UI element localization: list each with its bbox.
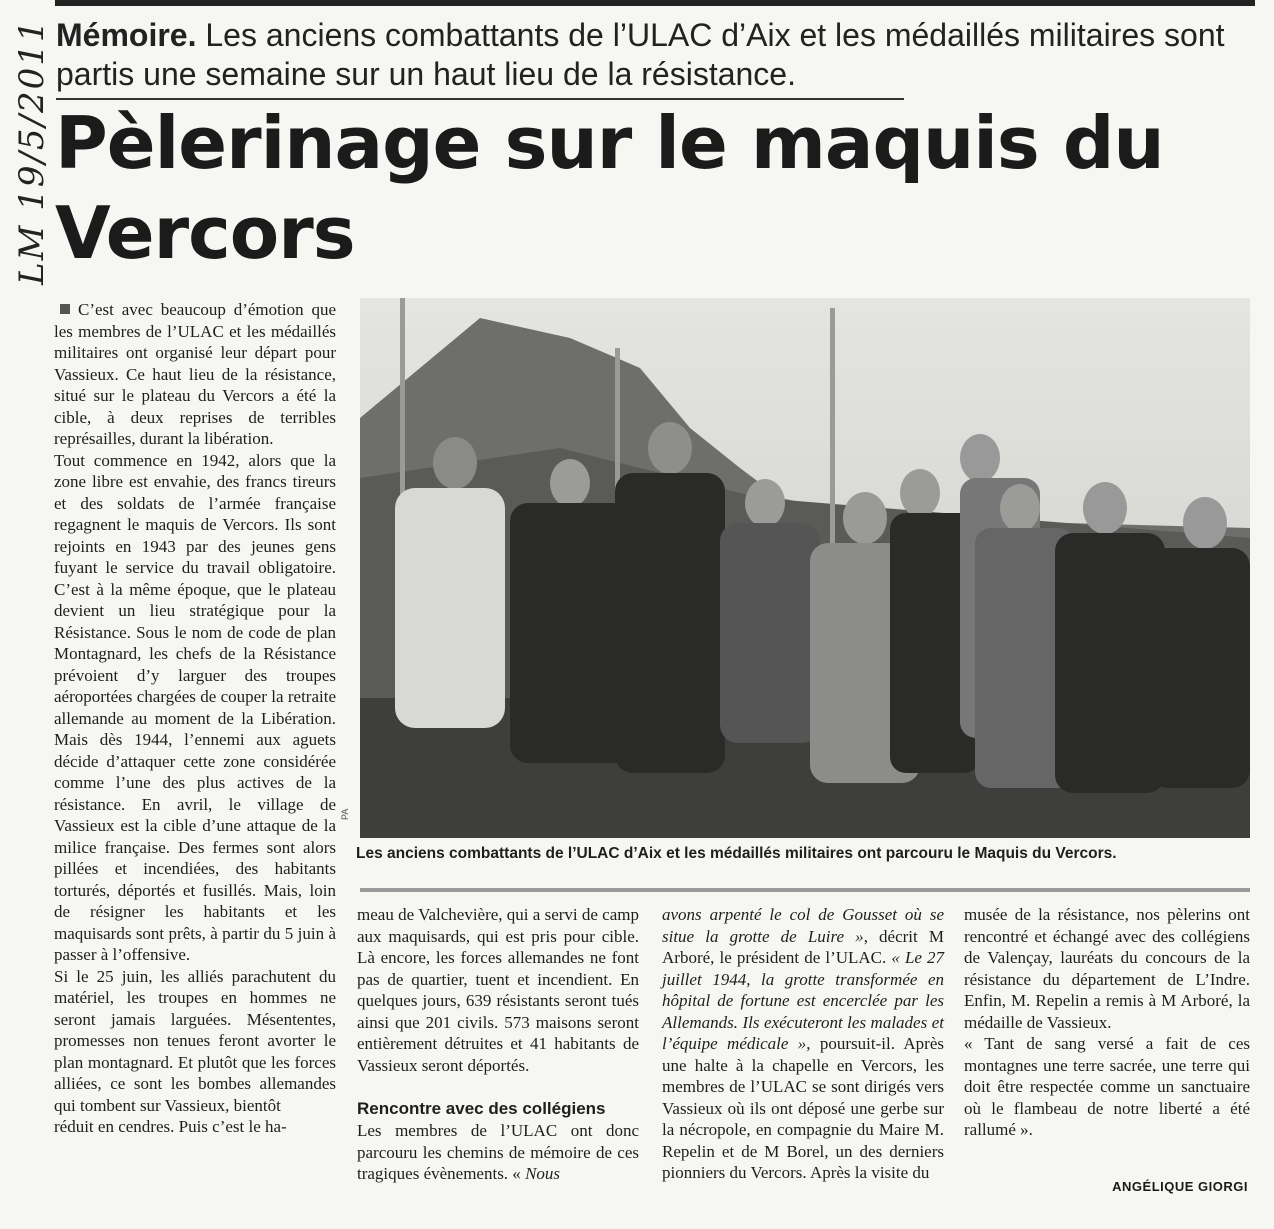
paragraph: meau de Valchevière, qui a servi de camp aux maquisards, qui est pris pour cible. Là encore, les forces allemandes ne font pas de quartier, tuent et incendient. En quelques jours, 639 résistants seront tués ainsi que 201 civils. 573 maisons seront entièrement détruites et 41 habitants de Vassieux seront déportés.: [357, 905, 639, 1075]
article-column-2: [357, 904, 639, 1185]
handwritten-date-note: LM 19/5/2011: [12, 18, 52, 285]
byline: ANGÉLIQUE GIORGI: [1112, 1179, 1248, 1194]
section-rule: [360, 888, 1250, 892]
top-rule: [55, 0, 1255, 6]
subheading: Rencontre avec des collégiens: [357, 1099, 606, 1118]
headline: Pèlerinage sur le maquis du Vercors: [55, 101, 1164, 275]
group-photo-illustration: [360, 298, 1250, 838]
paragraph: Tout commence en 1942, alors que la zone libre est envahie, des francs tireurs et des soldats de l’armée française regagnent le maquis de Vercors. Ils sont rejoints en 1943 par des jeunes gens fuyant le service du travail obligatoire. C’est à la même époque, que le plateau devient un lieu stratégique pour la Résistance. Sous le nom de code de plan Montagnard, les chefs de la Résistance prévoient d’y larguer des troupes aéroportées chargées de couper la retraite allemande au moment de la Libération. Mais dès 1944, l’ennemi aux aguets décide d’attaquer cette zone considérée comme l’une des plus actives de la résistance. En avril, le village de Vassieux est la cible d’une attaque de la milice française. Des fermes sont alors pillées et incendiées, des habitants torturés, déportés et fusillés. Mais, loin de résigner les habitants et les maquisards sont prêts, à partir du 5 juin à passer à l’offensive.: [54, 450, 336, 964]
paragraph: Si le 25 juin, les alliés parachutent du matériel, les troupes en hommes ne seront jamais larguées. Mésententes, promesses non tenues feront avorter le plan montagnard. Et plutôt que les forces alliées, ce sont les bombes allemandes qui tombent sur Vassieux, bientôt: [54, 966, 336, 1115]
article-column-3: [662, 904, 944, 1184]
photo-credit: PA: [340, 808, 350, 820]
kicker: [56, 16, 1246, 94]
paragraph: avons arpenté le col de Gousset où se situe la grotte de Luire », décrit M Arboré, le président de l’ULAC. « Le 27 juillet 1944, la grotte transformée en hôpital de fortune est encerclée par les Allemands. Ils exécuteront les malades et l’équipe médicale », poursuit-il. Après une halte à la chapelle en Vercors, les membres de l’ULAC se sont dirigés vers Vassieux où ils ont déposé une gerbe sur la nécropole, en compagnie du Maire M. Repelin et de M Borel, un des derniers pionniers du Vercors. Après la visite du: [662, 905, 945, 1182]
article-column-1: [54, 299, 336, 1138]
paragraph: Les membres de l’ULAC ont donc parcouru les chemins de mémoire de ces tragiques évènements. « Nous: [357, 1121, 639, 1183]
paragraph: réduit en cendres. Puis c’est le ha-: [54, 1117, 287, 1136]
square-bullet-icon: [60, 304, 70, 314]
paragraph: musée de la résistance, nos pèlerins ont rencontré et échangé avec des collégiens de Valençay, lauréats du concours de la résistance du département de L’Indre. Enfin, M. Repelin a remis à M Arboré, la médaille de Vassieux.: [964, 905, 1250, 1032]
paragraph: « Tant de sang versé a fait de ces montagnes une terre sacrée, une terre qui doit être respectée comme un sanctuaire où le flambeau de notre liberté a été rallumé ».: [964, 1034, 1250, 1139]
article-column-4: [964, 904, 1250, 1141]
kicker-text: Les anciens combattants de l’ULAC d’Aix et les médaillés militaires sont partis une semaine sur un haut lieu de la résistance.: [56, 17, 1225, 92]
kicker-lead: Mémoire.: [56, 17, 197, 53]
photo-caption: Les anciens combattants de l’ULAC d’Aix et les médaillés militaires ont parcouru le Maquis du Vercors.: [356, 845, 1117, 862]
paragraph: C’est avec beaucoup d’émotion que les membres de l’ULAC et les médaillés militaires ont organisé leur départ pour Vassieux. Ce haut lieu de la résistance, situé sur le plateau du Vercors a été la cible, à deux reprises de terribles représailles, durant la libération.: [54, 300, 336, 448]
group-photo: [360, 298, 1250, 838]
